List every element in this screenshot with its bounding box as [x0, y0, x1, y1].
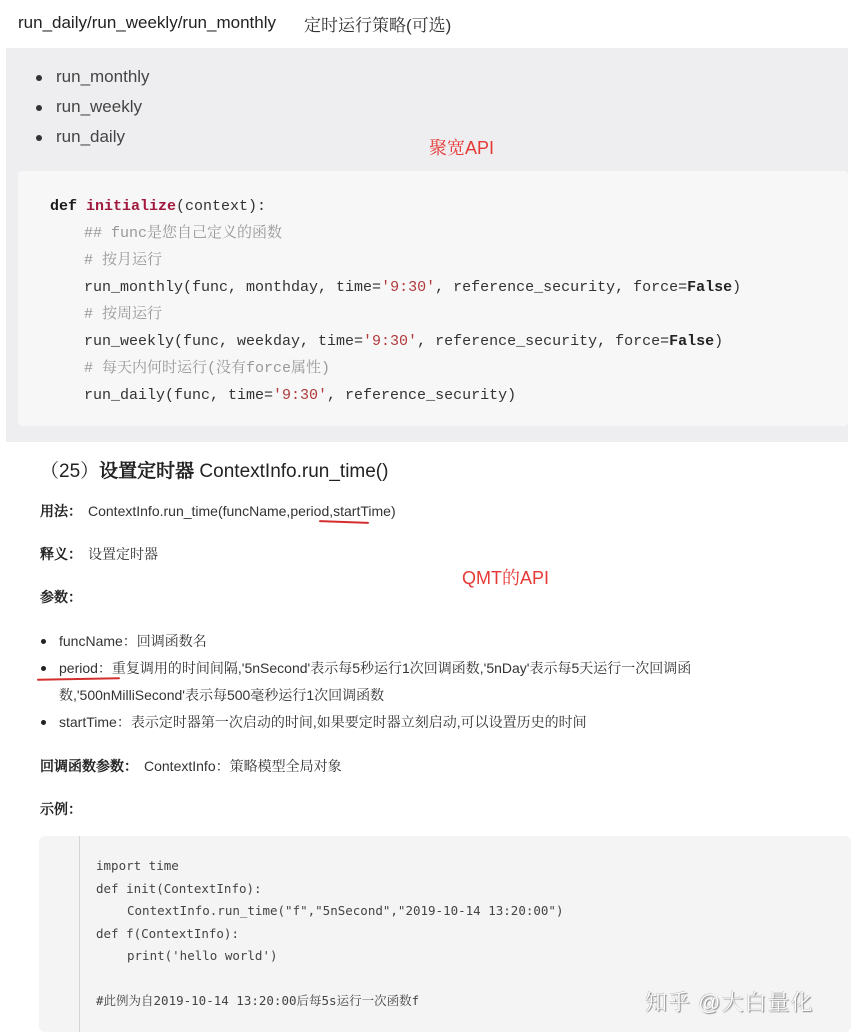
code-comment: # 按周运行	[84, 306, 163, 323]
param-item-period: period：重复调用的时间间隔,'5nSecond'表示每5秒运行1次回调函数,'5nDay'表示每5天运行一次回调函数,'500nMilliSecond'表示每500毫秒运行1次回调函数	[40, 655, 810, 709]
params-row: 参数：	[40, 589, 82, 605]
joinquant-annotation: 聚宽API	[429, 138, 495, 158]
heading-description: 定时运行策略(可选)	[303, 15, 452, 35]
joinquant-code-block[interactable]	[18, 171, 848, 426]
usage-signature: ContextInfo.run_time(funcName,period,startTime)	[88, 503, 396, 519]
code-line: run_monthly(func, monthday, time='9:30', reference_security, force=False)	[84, 279, 742, 296]
code-line: run_weekly(func, weekday, time='9:30', reference_security, force=False)	[84, 333, 724, 350]
param-item-starttime: startTime：表示定时器第一次启动的时间,如果要定时器立刻启动,可以设置历史的时间	[40, 709, 810, 736]
code-line	[96, 968, 564, 991]
param-item-funcname: funcName：回调函数名	[40, 628, 810, 655]
section-heading	[18, 11, 451, 35]
code-comment: # 按月运行	[84, 252, 163, 269]
code-comment: #此例为自2019-10-14 13:20:00后每5s运行一次函数f	[96, 993, 420, 1008]
code-block-rule	[79, 836, 80, 1032]
qmt-annotation: QMT的API	[462, 568, 550, 588]
red-underline-annotation	[319, 520, 369, 524]
zhihu-watermark: 知乎 @大白量化	[645, 990, 814, 1015]
code-comment: ## func是您自己定义的函数	[84, 225, 283, 242]
example-row: 示例：	[40, 801, 82, 817]
callback-row: 回调函数参数： ContextInfo：策略模型全局对象	[40, 758, 342, 774]
meaning-row: 释义： 设置定时器	[40, 546, 158, 562]
code-line: def f(ContextInfo):	[96, 925, 239, 941]
code-line: def init(ContextInfo):	[96, 880, 262, 896]
code-line: print('hello world')	[127, 948, 278, 963]
code-line: ContextInfo.run_time("f","5nSecond","2019-10-14 13:20:00")	[127, 903, 564, 918]
api-names: run_daily/run_weekly/run_monthly	[18, 13, 276, 32]
code-comment: # 每天内何时运行(没有force属性)	[84, 360, 331, 377]
qmt-section-title: （25）设置定时器 ContextInfo.run_time()	[40, 461, 389, 482]
list-item: run_monthly	[34, 63, 150, 93]
list-item: run_daily	[34, 123, 150, 153]
code-line: import time	[96, 858, 179, 873]
code-line: run_daily(func, time='9:30', reference_security)	[84, 387, 517, 404]
usage-row: 用法： ContextInfo.run_time(funcName,period,startTime)	[40, 503, 396, 519]
param-list	[40, 628, 810, 736]
joinquant-function-list	[34, 63, 150, 153]
list-item: run_weekly	[34, 93, 150, 123]
code-line: def initialize(context):	[50, 198, 267, 215]
